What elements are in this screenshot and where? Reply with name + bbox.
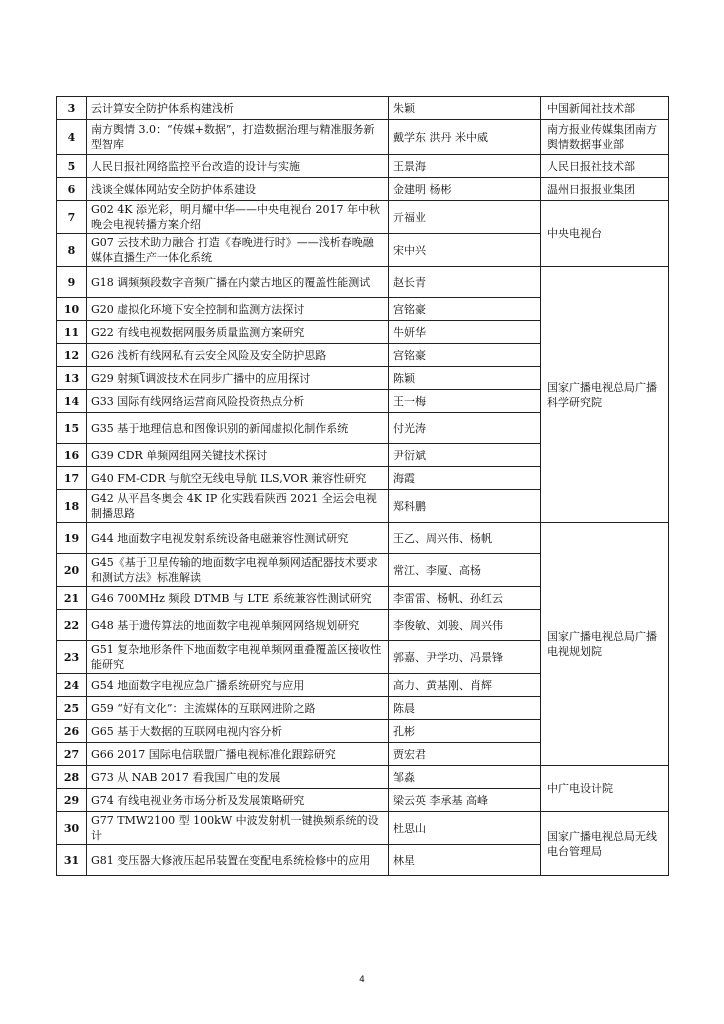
paper-title: G81 变压器大修液压起吊装置在变配电系统检修中的应用 [87,845,389,876]
paper-title: G51 复杂地形条件下地面数字电视单频网重叠覆盖区接收性能研究 [87,641,389,674]
page-number: 4 [359,975,365,985]
paper-authors: 郭嘉、尹学功、冯景锋 [389,641,541,674]
organization: 国家广播电视总局无线电台管理局 [541,812,669,876]
row-number: 4 [57,120,87,155]
table-row [57,120,669,155]
row-number: 11 [57,321,87,344]
row-number: 13 [57,367,87,390]
organization: 国家广播电视总局广播科学研究院 [541,267,669,523]
paper-title: G48 基于遗传算法的地面数字电视单频网网络规划研究 [87,610,389,641]
row-number: 20 [57,554,87,587]
paper-authors: 戴学东 洪丹 米中威 [389,120,541,155]
row-number: 18 [57,490,87,523]
paper-title: G46 700MHz 频段 DTMB 与 LTE 系统兼容性测试研究 [87,587,389,610]
table-row [57,155,669,178]
paper-authors: 常江、李厦、高杨 [389,554,541,587]
row-number: 22 [57,610,87,641]
organization: 人民日报社技术部 [541,155,669,178]
organization: 中国新闻社技术部 [541,97,669,120]
row-number: 7 [57,201,87,234]
row-number: 24 [57,674,87,697]
table-body [57,97,669,876]
paper-authors: 牛妍华 [389,321,541,344]
paper-title: G54 地面数字电视应急广播系统研究与应用 [87,674,389,697]
paper-title: G44 地面数字电视发射系统设备电磁兼容性测试研究 [87,523,389,554]
paper-title: 云计算安全防护体系构建浅析 [87,97,389,120]
paper-authors: 王景海 [389,155,541,178]
paper-title: G66 2017 国际电信联盟广播电视标准化跟踪研究 [87,743,389,766]
paper-title: G73 从 NAB 2017 看我国广电的发展 [87,766,389,789]
paper-authors: 金建明 杨彬 [389,178,541,201]
row-number: 19 [57,523,87,554]
row-number: 5 [57,155,87,178]
paper-title: G45《基于卫星传输的地面数字电视单频网适配器技术要求和测试方法》标准解读 [87,554,389,587]
row-number: 3 [57,97,87,120]
organization: 国家广播电视总局广播电视规划院 [541,523,669,766]
paper-title: G20 虚拟化环境下安全控制和监测方法探讨 [87,298,389,321]
row-number: 29 [57,789,87,812]
row-number: 8 [57,234,87,267]
paper-title: 南方舆情 3.0：“传媒+数据”，打造数据治理与精准服务新型智库 [87,120,389,155]
paper-authors: 郑科鹏 [389,490,541,523]
paper-title: G40 FM-CDR 与航空无线电导航 ILS,VOR 兼容性研究 [87,467,389,490]
paper-title: G07 云技术助力融合 打造《春晚进行时》——浅析春晚融媒体直播生产一体化系统 [87,234,389,267]
paper-title: G65 基于大数据的互联网电视内容分析 [87,720,389,743]
row-number: 6 [57,178,87,201]
row-number: 16 [57,444,87,467]
paper-title: G22 有线电视数据网服务质量监测方案研究 [87,321,389,344]
paper-title: G77 TMW2100 型 100kW 中波发射机一键换频系统的设计 [87,812,389,845]
organization: 中央电视台 [541,201,669,267]
row-number: 9 [57,267,87,298]
row-number: 27 [57,743,87,766]
paper-authors: 宫铭豪 [389,298,541,321]
row-number: 31 [57,845,87,876]
paper-authors: 孔彬 [389,720,541,743]
paper-title: 浅谈全媒体网站安全防护体系建设 [87,178,389,201]
paper-title: G35 基于地理信息和图像识别的新闻虚拟化制作系统 [87,413,389,444]
table-row [57,178,669,201]
paper-title: G74 有线电视业务市场分析及发展策略研究 [87,789,389,812]
row-number: 12 [57,344,87,367]
paper-authors: 高力、黄基刚、肖辉 [389,674,541,697]
paper-title: G59 “好有文化”：主流媒体的互联网进阶之路 [87,697,389,720]
paper-title: G26 浅析有线网私有云安全风险及安全防护思路 [87,344,389,367]
row-number: 28 [57,766,87,789]
row-number: 15 [57,413,87,444]
table-row [57,523,669,554]
table-row [57,766,669,789]
paper-authors: 海霞 [389,467,541,490]
table-row [57,201,669,234]
paper-authors: 杜思山 [389,812,541,845]
paper-authors: 李俊敏、刘骏、周兴伟 [389,610,541,641]
paper-authors: 林星 [389,845,541,876]
paper-authors: 尹衍斌 [389,444,541,467]
row-number: 25 [57,697,87,720]
paper-title: G29 射频โ调波技术在同步广播中的应用探讨 [87,367,389,390]
paper-list-table [56,96,669,876]
paper-authors: 朱颖 [389,97,541,120]
table-row [57,812,669,845]
paper-authors: 亓福业 [389,201,541,234]
paper-authors: 王乙、周兴伟、杨帆 [389,523,541,554]
paper-authors: 陈晨 [389,697,541,720]
paper-title: G42 从平昌冬奥会 4K IP 化实践看陕西 2021 全运会电视制播思路 [87,490,389,523]
paper-title: G33 国际有线网络运营商风险投资热点分析 [87,390,389,413]
row-number: 26 [57,720,87,743]
paper-authors: 付光涛 [389,413,541,444]
row-number: 30 [57,812,87,845]
paper-authors: 王一梅 [389,390,541,413]
row-number: 21 [57,587,87,610]
organization: 南方报业传媒集团南方舆情数据事业部 [541,120,669,155]
paper-authors: 陈颖 [389,367,541,390]
table-row [57,97,669,120]
paper-authors: 宋中兴 [389,234,541,267]
paper-title: G02 4K 添光彩，明月耀中华——中央电视台 2017 年中秋晚会电视转播方案介绍 [87,201,389,234]
organization: 温州日报报业集团 [541,178,669,201]
paper-authors: 宫铭豪 [389,344,541,367]
paper-authors: 梁云英 李承基 高峰 [389,789,541,812]
table-row [57,267,669,298]
organization: 中广电设计院 [541,766,669,812]
row-number: 17 [57,467,87,490]
paper-authors: 李雷雷、杨帆、孙红云 [389,587,541,610]
row-number: 23 [57,641,87,674]
paper-authors: 邹淼 [389,766,541,789]
paper-title: 人民日报社网络监控平台改造的设计与实施 [87,155,389,178]
paper-title: G39 CDR 单频网组网关键技术探讨 [87,444,389,467]
paper-title: G18 调频频段数字音频广播在内蒙古地区的覆盖性能测试 [87,267,389,298]
paper-authors: 贾宏君 [389,743,541,766]
row-number: 10 [57,298,87,321]
paper-authors: 赵长青 [389,267,541,298]
row-number: 14 [57,390,87,413]
